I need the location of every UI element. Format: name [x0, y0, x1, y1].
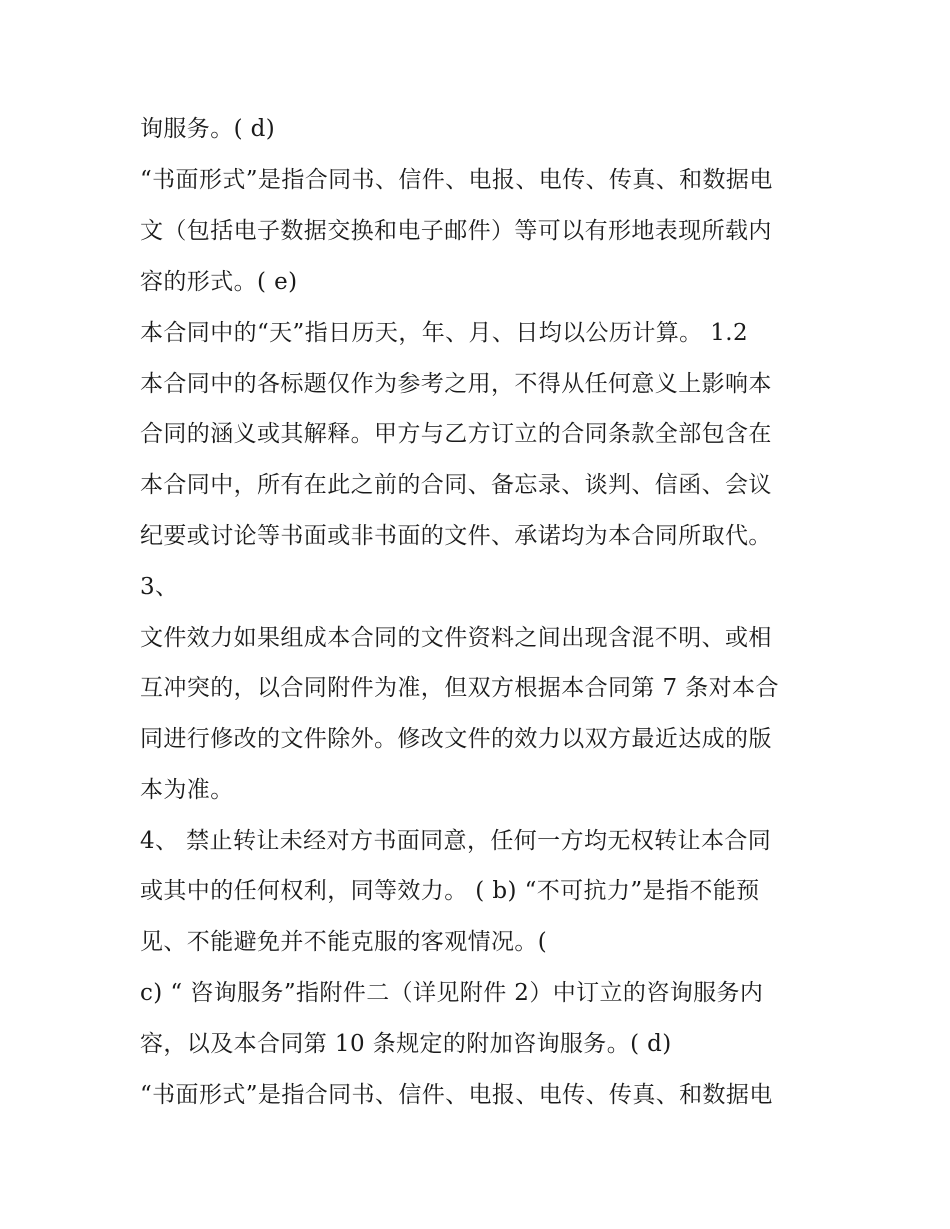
- text-line: “书面形式”是指合同书、信件、电报、电传、传真、和数据电: [140, 1082, 773, 1108]
- text-line: 文（包括电子数据交换和电子邮件）等可以有形地表现所载内: [140, 218, 772, 244]
- text-line: 同进行修改的文件除外。修改文件的效力以双方最近达成的版: [140, 726, 772, 752]
- text-line: 容，以及本合同第 10 条规定的附加咨询服务。( d): [140, 1031, 672, 1057]
- text-line: 本合同中的各标题仅作为参考之用，不得从任何意义上影响本: [140, 371, 772, 397]
- text-line: c) “ 咨询服务”指附件二（详见附件 2）中订立的咨询服务内: [140, 980, 764, 1006]
- text-line: 4、 禁止转让未经对方书面同意，任何一方均无权转让本合同: [140, 828, 772, 854]
- text-line: 纪要或讨论等书面或非书面的文件、承诺均为本合同所取代。: [140, 523, 772, 549]
- text-line: “书面形式”是指合同书、信件、电报、电传、传真、和数据电: [140, 167, 773, 193]
- text-line: 文件效力如果组成本合同的文件资料之间出现含混不明、或相: [140, 625, 772, 651]
- text-line: 本合同中的“天”指日历天，年、月、日均以公历计算。 1.2: [140, 320, 749, 346]
- text-line: 见、不能避免并不能克服的客观情况。(: [140, 929, 548, 955]
- text-line: 询服务。( d): [140, 116, 276, 142]
- text-line: 本为准。: [140, 777, 234, 803]
- text-line: 或其中的任何权利，同等效力。 ( b) “不可抗力”是指不能预: [140, 878, 760, 904]
- text-line: 互冲突的，以合同附件为准，但双方根据本合同第 7 条对本合: [140, 675, 779, 701]
- text-line: 容的形式。( e): [140, 269, 298, 295]
- section-number: 3、: [140, 574, 179, 600]
- text-line: 本合同中，所有在此之前的合同、备忘录、谈判、信函、会议: [140, 472, 772, 498]
- text-line: 合同的涵义或其解释。甲方与乙方订立的合同条款全部包含在: [140, 421, 772, 447]
